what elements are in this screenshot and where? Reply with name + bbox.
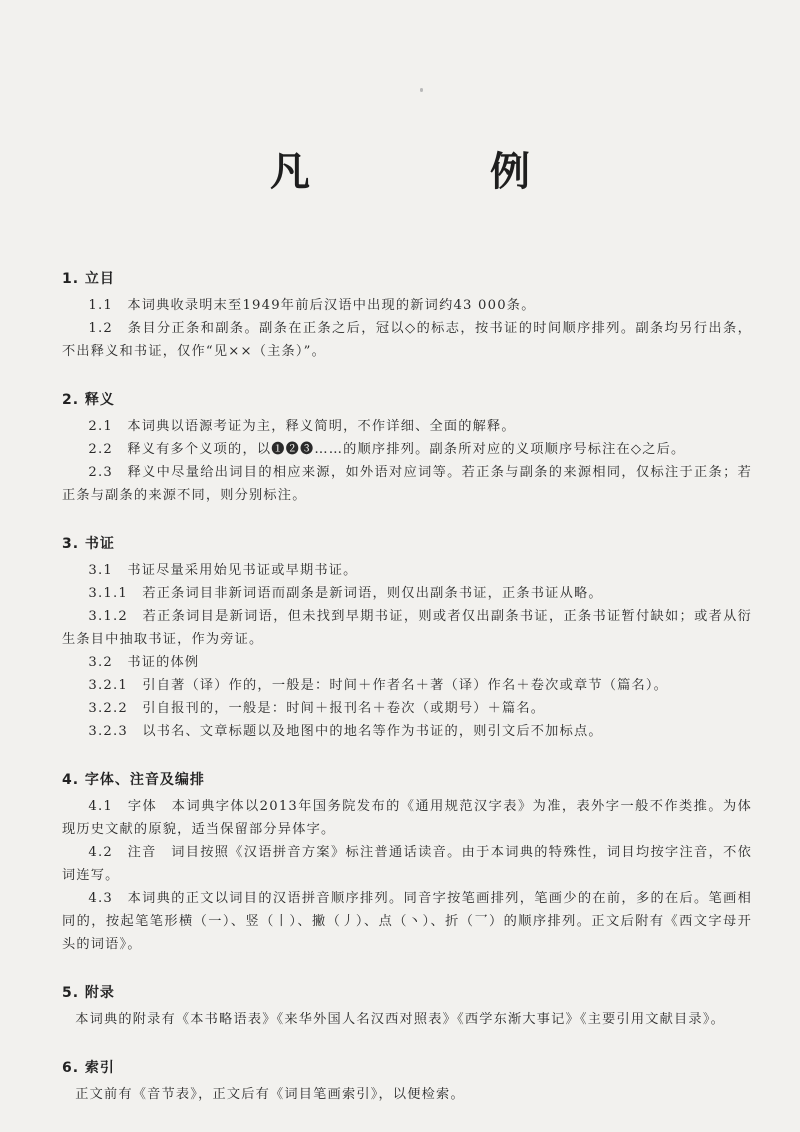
paragraph: 3.2 书证的体例 [88, 655, 200, 670]
section-2 [62, 389, 752, 507]
paragraph: 3.1.1 若正条词目非新词语而副条是新词语，则仅出副条书证，正条书证从略。 [88, 586, 603, 601]
paragraph: 2.3 释义中尽量给出词目的相应来源，如外语对应词等。若正条与副条的来源相同，仅标注于正条；若正条与副条的来源不同，则分别标注。 [62, 465, 752, 503]
section-6 [62, 1057, 752, 1106]
paragraph: 正文前有《音节表》，正文后有《词目笔画索引》，以便检索。 [75, 1087, 465, 1102]
section-heading: 3. 书证 [62, 536, 115, 552]
paragraph: 3.2.3 以书名、文章标题以及地图中的地名等作为书证的，则引文后不加标点。 [88, 724, 603, 739]
paragraph: 1.1 本词典收录明末至1949年前后汉语中出现的新词约43 000条。 [88, 298, 536, 313]
paragraph: 3.1 书证尽量采用始见书证或早期书证。 [88, 563, 358, 578]
content [62, 268, 752, 1132]
section-heading: 2. 释义 [62, 392, 115, 408]
paragraph: 4.1 字体 本词典字体以2013年国务院发布的《通用规范汉字表》为准，表外字一般不作类推。为体现历史文献的原貌，适当保留部分异体字。 [62, 799, 752, 837]
paragraph: 本词典的附录有《本书略语表》《来华外国人名汉西对照表》《西学东渐大事记》《主要引用文献目录》。 [75, 1012, 725, 1027]
paragraph: 4.3 本词典的正文以词目的汉语拼音顺序排列。同音字按笔画排列，笔画少的在前，多的在后。笔画相同的，按起笔笔形横（一）、竖（丨）、撇（丿）、点（丶）、折（乛）的顺序排列。正文后附有《西文字母开头的词语》。 [62, 891, 752, 952]
section-5 [62, 982, 752, 1031]
paragraph: 3.2.1 引自著（译）作的，一般是：时间＋作者名＋著（译）作名＋卷次或章节（篇名）。 [88, 678, 669, 693]
section-heading: 4. 字体、注音及编排 [62, 772, 205, 788]
section-heading: 6. 索引 [62, 1060, 115, 1076]
paragraph: 1.2 条目分正条和副条。副条在正条之后，冠以◇的标志，按书证的时间顺序排列。副条均另行出条，不出释义和书证，仅作“见××（主条）”。 [62, 321, 752, 359]
page-title: 凡 例 [270, 149, 600, 195]
paragraph: 2.2 释义有多个义项的，以❶❷❸……的顺序排列。副条所对应的义项顺序号标注在◇之后。 [88, 442, 686, 457]
section-heading: 5. 附录 [62, 985, 115, 1001]
section-3 [62, 533, 752, 743]
paragraph: 4.2 注音 词目按照《汉语拼音方案》标注普通话读音。由于本词典的特殊性，词目均按字注音，不依词连写。 [62, 845, 752, 883]
section-4 [62, 769, 752, 956]
section-1 [62, 268, 752, 363]
paper-speck [420, 88, 423, 92]
paragraph: 3.2.2 引自报刊的，一般是：时间＋报刊名＋卷次（或期号）＋篇名。 [88, 701, 546, 716]
section-heading: 1. 立目 [62, 271, 115, 287]
paragraph: 3.1.2 若正条词目是新词语，但未找到早期书证，则或者仅出副条书证，正条书证暂付缺如；或者从衍生条目中抽取书证，作为旁证。 [62, 609, 752, 647]
paragraph: 2.1 本词典以语源考证为主，释义简明，不作详细、全面的解释。 [88, 419, 516, 434]
